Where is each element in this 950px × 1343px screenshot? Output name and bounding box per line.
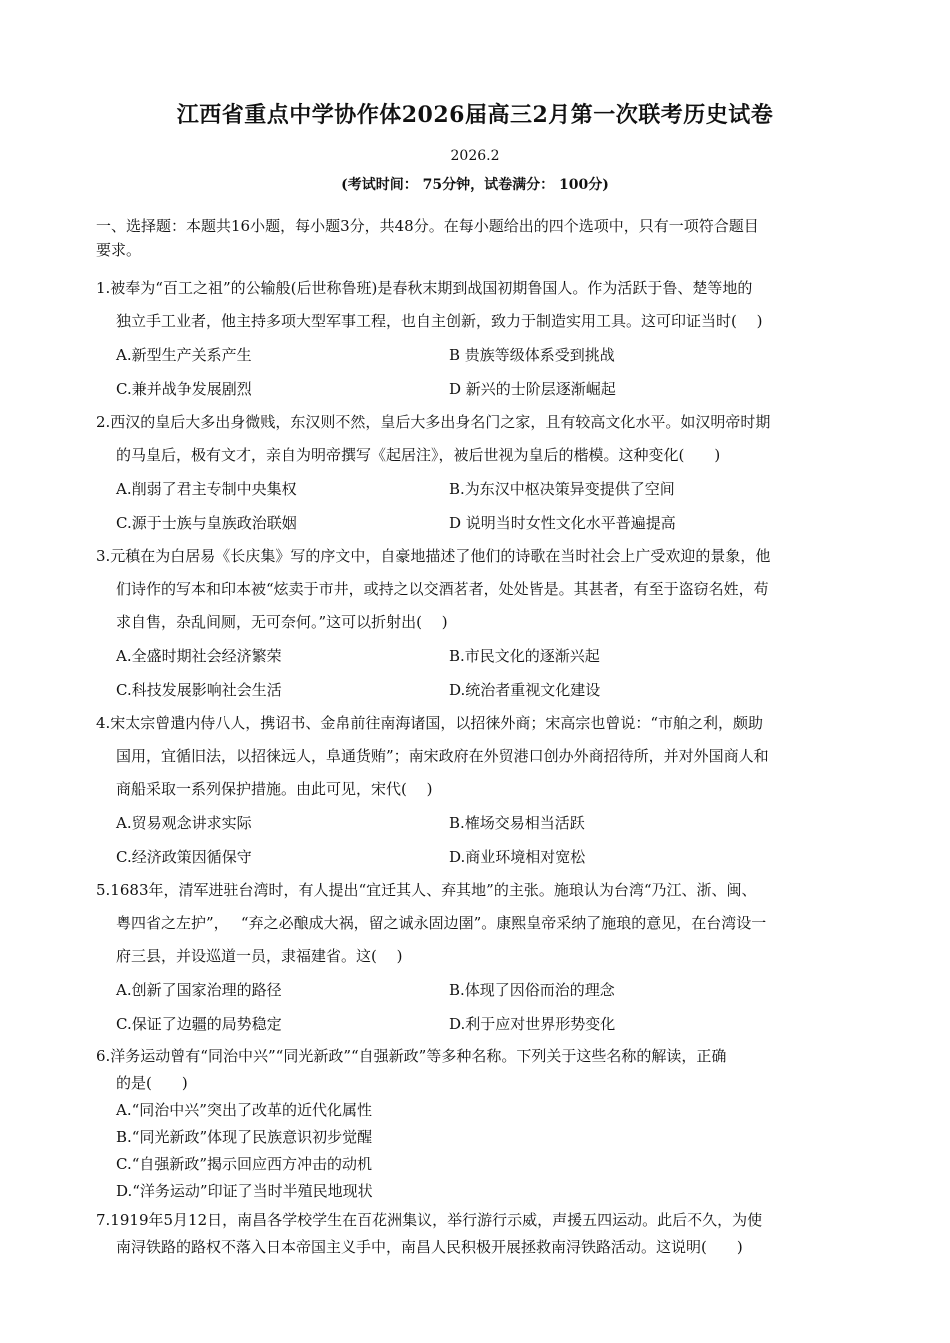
option-d[interactable]: D.“洋务运动”印证了当时半殖民地现状	[116, 1182, 373, 1200]
question-stem-line: 3.元稹在为白居易《长庆集》写的序文中，自豪地描述了他们的诗歌在当时社会上广受欢迎的景象，他	[96, 547, 771, 565]
option-d[interactable]: D 说明当时女性文化水平普遍提高	[449, 514, 676, 532]
option-grid	[96, 639, 858, 707]
option-b[interactable]: B.“同光新政”体现了民族意识初步觉醒	[116, 1128, 373, 1146]
option-a[interactable]: A.“同治中兴”突出了改革的近代化属性	[116, 1101, 372, 1119]
question-stem-line: 商船采取一系列保护措施。由此可见，宋代( )	[116, 780, 433, 798]
option-b[interactable]: B.为东汉中枢决策异变提供了空间	[449, 480, 675, 498]
section-intro-line: 要求。	[96, 241, 142, 259]
option-b[interactable]: B 贵族等级体系受到挑战	[449, 346, 615, 364]
question-5	[96, 874, 858, 1041]
question-stem-line: 粤四省之左护”， “弃之必酿成大祸，留之诚永固边圉”。康熙皇帝采纳了施琅的意见，在台湾设一	[116, 914, 767, 932]
question-stem-line: 5.1683年，清军进驻台湾时，有人提出“宜迁其人、弃其地”的主张。施琅认为台湾“乃江、浙、闽、	[96, 881, 757, 899]
option-c[interactable]: C.保证了边疆的局势稳定	[116, 1015, 282, 1033]
option-grid	[96, 973, 858, 1041]
question-stem-line: 7.1919年5月12日，南昌各学校学生在百花洲集议，举行游行示威，声援五四运动。此后不久，为使	[96, 1211, 763, 1229]
option-list	[96, 1097, 858, 1205]
exam-title: 江西省重点中学协作体2026届高三2月第一次联考历史试卷	[176, 102, 774, 128]
question-stem-line: 2.西汉的皇后大多出身微贱，东汉则不然，皇后大多出身名门之家，且有较高文化水平。如汉明帝时期	[96, 413, 771, 431]
option-grid	[96, 338, 858, 406]
question-2	[96, 406, 858, 540]
question-stem-line: 们诗作的写本和印本被“炫卖于市井，或持之以交酒茗者，处处皆是。其甚者，有至于盗窃名姓，苟	[116, 580, 769, 598]
question-stem-line: 国用，宜循旧法，以招徕远人，阜通货贿”；南宋政府在外贸港口创办外商招待所，并对外国商人和	[116, 747, 769, 765]
question-stem-line: 的马皇后，极有文才，亲自为明帝撰写《起居注》，被后世视为皇后的楷模。这种变化( )	[116, 446, 721, 464]
question-3	[96, 540, 858, 707]
option-c[interactable]: C.科技发展影响社会生活	[116, 681, 282, 699]
exam-date: 2026.2	[450, 148, 500, 164]
option-a[interactable]: A.新型生产关系产生	[116, 346, 252, 364]
exam-meta: (考试时间： 75分钟，试卷满分： 100分)	[341, 177, 609, 193]
question-stem-line: 南浔铁路的路权不落入日本帝国主义手中，南昌人民积极开展拯救南浔铁路活动。这说明( )	[116, 1238, 743, 1256]
section-intro	[96, 214, 858, 262]
option-d[interactable]: D.商业环境相对宽松	[449, 848, 586, 866]
option-c[interactable]: C.“自强新政”揭示回应西方冲击的动机	[116, 1155, 373, 1173]
question-4	[96, 707, 858, 874]
question-1	[96, 272, 858, 406]
option-d[interactable]: D.统治者重视文化建设	[449, 681, 601, 699]
option-b[interactable]: B.榷场交易相当活跃	[449, 814, 585, 832]
question-stem-line: 府三县，并设巡道一员，隶福建省。这( )	[116, 947, 403, 965]
option-d[interactable]: D 新兴的士阶层逐渐崛起	[449, 380, 616, 398]
question-6	[96, 1043, 858, 1205]
section-intro-line: 一、选择题：本题共16小题，每小题3分，共48分。在每小题给出的四个选项中，只有一项符合题目	[96, 217, 759, 235]
question-stem-line: 求自售，杂乱间厕，无可奈何。”这可以折射出( )	[116, 613, 448, 631]
option-grid	[96, 806, 858, 874]
question-stem-line: 1.被奉为“百工之祖”的公输般(后世称鲁班)是春秋末期到战国初期鲁国人。作为活跃于鲁、楚等地的	[96, 279, 753, 297]
option-b[interactable]: B.市民文化的逐渐兴起	[449, 647, 600, 665]
exam-content	[96, 214, 858, 1261]
question-7	[96, 1207, 858, 1261]
question-stem-line: 4.宋太宗曾遣内侍八人，携诏书、金帛前往南海诸国，以招徕外商；宋高宗也曾说：“市舶之利，颇助	[96, 714, 763, 732]
question-stem-line: 6.洋务运动曾有“同治中兴”“同光新政”“自强新政”等多种名称。下列关于这些名称的解读，正确	[96, 1047, 727, 1065]
option-c[interactable]: C.经济政策因循保守	[116, 848, 252, 866]
option-a[interactable]: A.创新了国家治理的路径	[116, 981, 282, 999]
option-a[interactable]: A.贸易观念讲求实际	[116, 814, 252, 832]
option-c[interactable]: C.源于士族与皇族政治联姻	[116, 514, 297, 532]
option-b[interactable]: B.体现了因俗而治的理念	[449, 981, 615, 999]
option-d[interactable]: D.利于应对世界形势变化	[449, 1015, 616, 1033]
option-a[interactable]: A.全盛时期社会经济繁荣	[116, 647, 282, 665]
option-grid	[96, 472, 858, 540]
question-stem-line: 独立手工业者，他主持多项大型军事工程，也自主创新，致力于制造实用工具。这可印证当时( )	[116, 312, 763, 330]
option-c[interactable]: C.兼并战争发展剧烈	[116, 380, 252, 398]
option-a[interactable]: A.削弱了君主专制中央集权	[116, 480, 297, 498]
question-stem-line: 的是( )	[116, 1074, 188, 1092]
